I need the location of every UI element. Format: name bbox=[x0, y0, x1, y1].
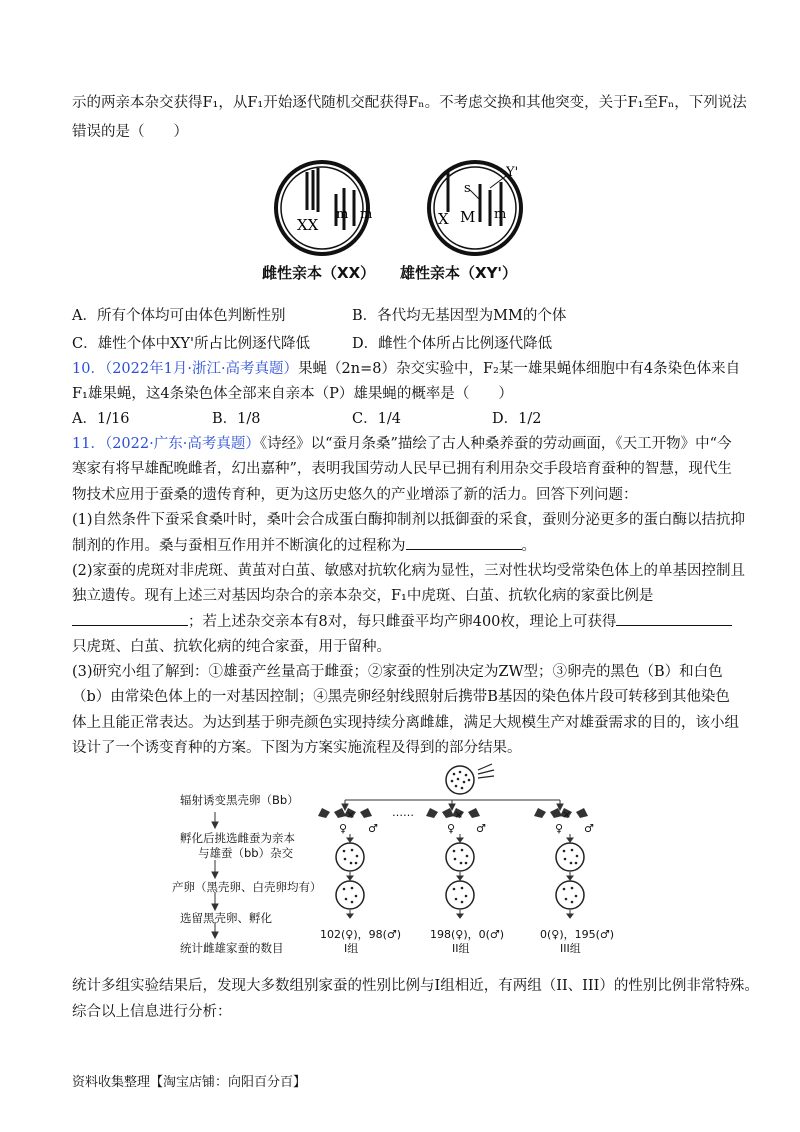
q10-option-b: B．1/8 bbox=[212, 411, 261, 427]
group3-result: 0(♀)，195(♂) bbox=[540, 928, 615, 941]
group1-result: 102(♀)，98(♂) bbox=[320, 928, 402, 941]
q10-text-1: 果蝇（2n=8）杂交实验中，F₂某一雄果蝇体细胞中有4条染色体来自 bbox=[298, 361, 741, 377]
q11-text-1: 《诗经》以“蚕月条桑”描绘了古人种桑养蚕的劳动画面，《天工开物》中“今 bbox=[259, 436, 732, 452]
flow-step-2: 孵化后挑选雌蚕为亲本 bbox=[180, 831, 295, 845]
q11-source: （2022·广东·高考真题） bbox=[104, 436, 260, 452]
male-y-label: Y' bbox=[506, 165, 519, 180]
q10-number: 10． bbox=[72, 361, 105, 377]
female-caption: 雌性亲本（XX） bbox=[262, 264, 376, 282]
option-c: C．雄性个体中XY'所占比例逐代降低 bbox=[72, 336, 310, 352]
flow-step-6: 统计雌雄家蚕的数目 bbox=[180, 941, 284, 955]
q11-p1-text: 制剂的作用。桑与蚕相互作用并不断演化的过程称为 bbox=[72, 538, 406, 554]
group2-label: II组 bbox=[452, 942, 470, 955]
answer-blank-3[interactable] bbox=[616, 611, 732, 626]
q11-p3-line-4: 设计了一个诱变育种的方案。下图为方案实施流程及得到的部分结果。 bbox=[72, 740, 522, 756]
q11-p2-text: ；若上述杂交亲本有8对，每只雌蚕平均产卵400枚，理论上可获得 bbox=[188, 614, 617, 630]
after-figure-line-1: 统计多组实验结果后，发现大多数组别家蚕的性别比例与I组相近，有两组（II、III）的性别比例非常特殊。 bbox=[72, 978, 759, 994]
q10-source: （2022年1月·浙江·高考真题） bbox=[104, 361, 299, 377]
breeding-flow-figure bbox=[160, 762, 640, 962]
group3-label: III组 bbox=[560, 942, 581, 955]
flow-step-3: 与雄蚕（bb）杂交 bbox=[198, 846, 294, 860]
female-symbol-3: ♀ bbox=[555, 822, 564, 835]
after-figure-line-2: 综合以上信息进行分析： bbox=[72, 1004, 232, 1020]
q11-p2-line-4: 只虎斑、白茧、抗软化病的纯合家蚕，用于留种。 bbox=[72, 639, 391, 655]
answer-blank-1[interactable] bbox=[406, 535, 522, 550]
q10-option-a: A．1/16 bbox=[72, 411, 130, 427]
intro-line-2: 错误的是（ ） bbox=[72, 124, 188, 140]
flow-step-1: 辐射诱变黑壳卵（Bb） bbox=[180, 793, 299, 807]
group1-label: I组 bbox=[344, 942, 359, 955]
flow-step-4: 产卵（黑壳卵、白壳卵均有） bbox=[172, 880, 322, 894]
cross-symbol-1: × bbox=[346, 808, 356, 821]
cross-symbol-2: × bbox=[454, 808, 464, 821]
q11-line-3: 物技术应用于蚕桑的遗传育种，更为这历史悠久的产业增添了新的活力。回答下列问题： bbox=[72, 487, 638, 503]
female-symbol-1: ♀ bbox=[339, 822, 348, 835]
option-d: D．雌性个体所占比例逐代降低 bbox=[352, 336, 553, 352]
option-a: A．所有个体均可由体色判断性别 bbox=[72, 308, 286, 324]
male-m-letter: M bbox=[460, 208, 476, 226]
female-m-letter-1: m bbox=[336, 207, 349, 222]
q10-line-1 bbox=[72, 359, 740, 379]
female-m-letter-2: m bbox=[360, 207, 373, 222]
q10-option-d: D．1/2 bbox=[492, 411, 542, 427]
flow-step-5: 选留黑壳卵、孵化 bbox=[180, 911, 272, 925]
q11-p3-line-1: (3)研究小组了解到：①雄蚕产丝量高于雌蚕；②家蚕的性别决定为ZW型；③卵壳的黑色（B）和白色 bbox=[72, 664, 723, 680]
q11-number: 11． bbox=[72, 436, 105, 452]
q10-line-2: F₁雄果蝇，这4条染色体全部来自亲本（P）雄果蝇的概率是（ ） bbox=[72, 386, 513, 402]
male-symbol-2: ♂ bbox=[476, 822, 486, 835]
intro-line-1: 示的两亲本杂交获得F₁，从F₁开始逐代随机交配获得Fₙ。不考虑交换和其他突变，关于F₁至Fₙ，下列说法 bbox=[72, 95, 747, 111]
q11-p1-line-2 bbox=[72, 535, 536, 556]
q10-option-c: C．1/4 bbox=[352, 411, 401, 427]
q11-p1-end: 。 bbox=[521, 538, 536, 554]
q11-p3-line-3: 体上且能正常表达。为达到基于卵壳颜色实现持续分离雌雄，满足大规模生产对雄蚕需求的目的，该小组 bbox=[72, 715, 739, 731]
answer-blank-2[interactable] bbox=[72, 611, 188, 626]
male-symbol-3: ♂ bbox=[584, 822, 594, 835]
male-small-m-letter: m bbox=[494, 207, 507, 222]
group2-result: 198(♀)，0(♂) bbox=[430, 928, 505, 941]
q11-line-2: 寒家有将早雄配晚雌者，幻出嘉种”，表明我国劳动人民早已拥有利用杂交手段培育蚕种的智慧，现代生 bbox=[72, 461, 732, 477]
male-caption: 雄性亲本（XY'） bbox=[400, 264, 518, 282]
option-b: B．各代均无基因型为MM的个体 bbox=[352, 308, 567, 324]
q11-line-1 bbox=[72, 434, 732, 454]
male-s-label: s bbox=[464, 181, 471, 196]
q11-p2-line-2: 独立遗传。现有上述三对基因均杂合的亲本杂交，F₁中虎斑、白茧、抗软化病的家蚕比例是 bbox=[72, 588, 654, 604]
q11-p3-line-2: （b）由常染色体上的一对基因控制；④黑壳卵经射线照射后携带B基因的染色体片段可转移到其他染色 bbox=[72, 689, 730, 705]
male-x-letter: X bbox=[438, 210, 449, 228]
q11-p2-line-3 bbox=[72, 611, 732, 632]
male-symbol-1: ♂ bbox=[368, 822, 378, 835]
cross-symbol-3: × bbox=[562, 808, 572, 821]
ellipsis-dots: …… bbox=[392, 806, 414, 819]
female-xx-letters: XX bbox=[297, 216, 319, 234]
q11-p2-line-1: (2)家蚕的虎斑对非虎斑、黄茧对白茧、敏感对抗软化病为显性，三对性状均受常染色体上的单基因控制且 bbox=[72, 563, 746, 579]
chromosome-figure bbox=[262, 150, 540, 290]
female-symbol-2: ♀ bbox=[447, 822, 456, 835]
footer-source: 资料收集整理【淘宝店铺：向阳百分百】 bbox=[72, 1075, 307, 1090]
q11-p1-line-1: (1)自然条件下蚕采食桑叶时，桑叶会合成蛋白酶抑制剂以抵御蚕的采食，蚕则分泌更多的蛋白酶以拮抗抑 bbox=[72, 512, 746, 528]
